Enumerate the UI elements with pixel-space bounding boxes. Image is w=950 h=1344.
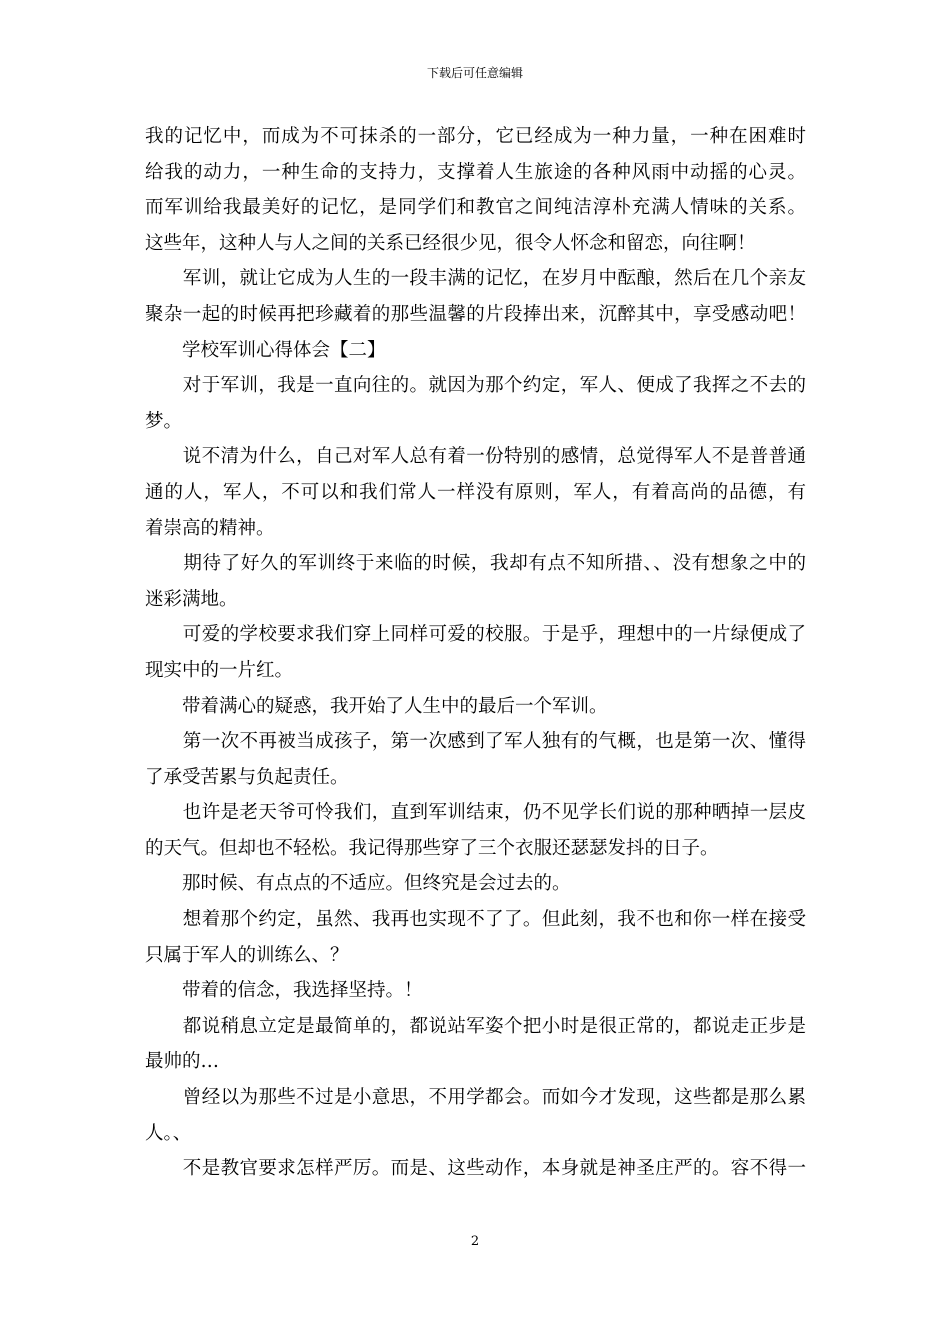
text-line: 最帅的… — [145, 1051, 220, 1073]
document-body — [145, 119, 806, 1187]
text-line: 迷彩满地。 — [145, 588, 238, 610]
text-line: 现实中的一片红。 — [145, 659, 294, 681]
text-line: 只属于军人的训练么、？ — [145, 944, 349, 966]
text-line: 而军训给我最美好的记忆，是同学们和教官之间纯洁淳朴充满人情味的关系。 — [145, 197, 806, 219]
text-line: 军训，就让它成为人生的一段丰满的记忆，在岁月中酝酿，然后在几个亲友 — [145, 268, 806, 290]
page-number: 2 — [470, 1234, 480, 1249]
text-line: 通的人，军人，不可以和我们常人一样没有原则，军人，有着高尚的品德，有 — [145, 481, 806, 503]
text-line: 都说稍息立定是最简单的，都说站军姿个把小时是很正常的，都说走正步是 — [145, 1015, 806, 1037]
text-line: 人。、 — [145, 1122, 192, 1144]
text-line: 期待了好久的军训终于来临的时候，我却有点不知所措、、没有想象之中的 — [145, 553, 806, 575]
text-line: 可爱的学校要求我们穿上同样可爱的校服。于是乎，理想中的一片绿便成了 — [145, 624, 806, 646]
text-line: 学校军训心得体会【二】 — [145, 339, 386, 361]
text-line: 曾经以为那些不过是小意思，不用学都会。而如今才发现，这些都是那么累 — [145, 1087, 806, 1109]
text-line: 那时候、有点点的不适应。但终究是会过去的。 — [145, 873, 571, 895]
text-line: 我的记忆中，而成为不可抹杀的一部分，它已经成为一种力量，一种在困难时 — [145, 126, 806, 147]
text-line: 也许是老天爷可怜我们，直到军训结束，仍不见学长们说的那种晒掉一层皮 — [145, 802, 806, 824]
text-line: 想着那个约定，虽然、我再也实现不了了。但此刻，我不也和你一样在接受 — [145, 909, 806, 931]
text-line: 着崇高的精神。 — [145, 517, 275, 539]
text-line: 的天气。但却也不轻松。我记得那些穿了三个衣服还瑟瑟发抖的日子。 — [145, 837, 719, 859]
text-line: 第一次不再被当成孩子，第一次感到了军人独有的气概，也是第一次、懂得 — [145, 731, 806, 753]
text-line: 说不清为什么，自己对军人总有着一份特别的感情，总觉得军人不是普普通 — [145, 446, 806, 468]
text-line: 梦。 — [145, 410, 183, 432]
text-line: 给我的动力，一种生命的支持力，支撑着人生旅途的各种风雨中动摇的心灵。 — [145, 161, 806, 183]
text-line: 这些年，这种人与人之间的关系已经很少见，很令人怀念和留恋，向往啊！ — [145, 232, 756, 254]
text-line: 了承受苦累与负起责任。 — [145, 766, 349, 788]
text-line: 聚杂一起的时候再把珍藏着的那些温馨的片段捧出来，沉醉其中，享受感动吧！ — [145, 303, 806, 325]
page-header: 下载后可任意编辑 — [426, 66, 523, 80]
text-line: 带着满心的疑惑，我开始了人生中的最后一个军训。 — [145, 695, 608, 717]
text-line: 不是教官要求怎样严厉。而是、这些动作，本身就是神圣庄严的。容不得一 — [145, 1158, 806, 1180]
text-line: 对于军训，我是一直向往的。就因为那个约定，军人、便成了我挥之不去的 — [145, 375, 806, 397]
text-line: 带着的信念，我选择坚持。！ — [145, 980, 423, 1002]
